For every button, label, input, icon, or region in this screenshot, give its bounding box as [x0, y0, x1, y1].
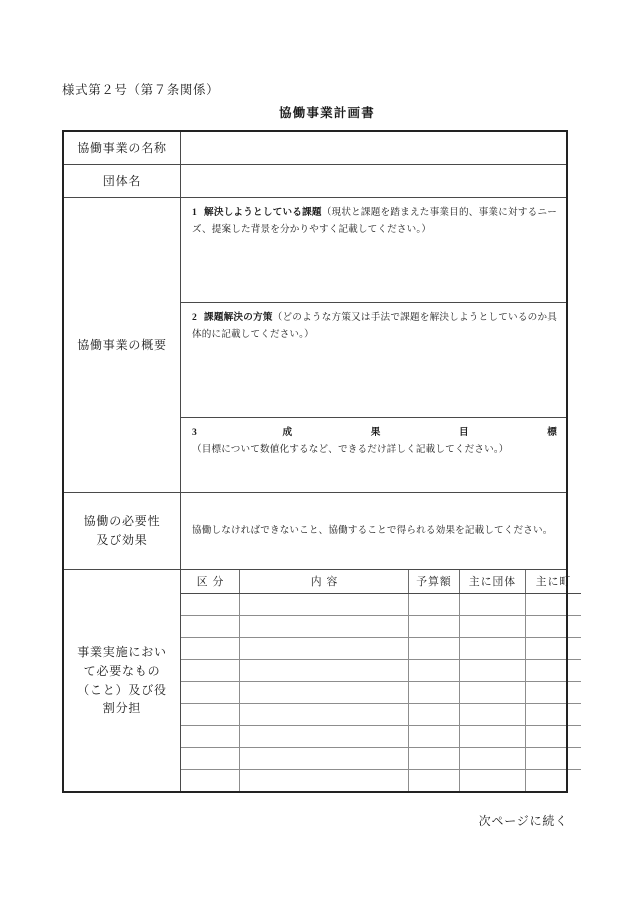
table-row-project-name [63, 131, 567, 165]
outline-section-2-heading: 課題解決の方策 [203, 312, 273, 323]
budget-cell-category[interactable] [181, 682, 240, 704]
budget-cell-content[interactable] [240, 748, 409, 770]
label-necessity-line2: 及び効果 [96, 533, 148, 547]
budget-header-amount: 予算額 [409, 570, 460, 594]
field-outline-goal[interactable] [181, 418, 566, 493]
outline-section-2 [181, 303, 566, 418]
budget-cell-organization[interactable] [460, 748, 526, 770]
table-row [181, 594, 581, 616]
budget-cell-town[interactable] [526, 748, 582, 770]
page-title: 協働事業計画書 [279, 106, 375, 120]
budget-cell-category[interactable] [181, 638, 240, 660]
budget-cell-organization[interactable] [460, 770, 526, 792]
necessity-instruction-text: 協働しなければできないこと、協働することで得られる効果を記載してください。 [192, 524, 553, 536]
table-row-organization [63, 165, 567, 198]
budget-cell-organization[interactable] [460, 704, 526, 726]
budget-cell-organization[interactable] [460, 616, 526, 638]
budget-cell-amount[interactable] [409, 704, 460, 726]
field-outline-issue[interactable] [181, 198, 566, 303]
budget-cell-amount[interactable] [409, 748, 460, 770]
budget-cell-category[interactable] [181, 748, 240, 770]
table-row [181, 682, 581, 704]
table-row [181, 770, 581, 792]
table-row-outline [63, 198, 567, 493]
outline-section-3-text [192, 425, 557, 459]
label-roles-line1: 事業実施におい [77, 645, 167, 660]
budget-cell-category[interactable] [181, 726, 240, 748]
outline-section-3-number: 3 [192, 427, 197, 438]
label-organization-name: 団体名 [63, 165, 181, 198]
budget-cell-category[interactable] [181, 594, 240, 616]
field-organization-name[interactable] [181, 165, 568, 198]
outline-sections-container [181, 198, 568, 493]
budget-cell-amount[interactable] [409, 770, 460, 792]
budget-cell-amount[interactable] [409, 726, 460, 748]
budget-cell-town[interactable] [526, 616, 582, 638]
budget-cell-content[interactable] [240, 770, 409, 792]
outline-section-1-note: （現状と課題を踏まえた事業目的、事業に対するニーズ、提案した背景を分かりやすく記載してください。） [192, 207, 557, 235]
budget-cell-amount[interactable] [409, 616, 460, 638]
budget-cell-town[interactable] [526, 638, 582, 660]
budget-cell-town[interactable] [526, 660, 582, 682]
budget-cell-category[interactable] [181, 660, 240, 682]
outline-section-2-number: 2 [192, 312, 197, 323]
budget-cell-organization[interactable] [460, 726, 526, 748]
field-project-name[interactable] [181, 131, 568, 165]
budget-cell-town[interactable] [526, 726, 582, 748]
table-row [181, 616, 581, 638]
label-project-outline: 協働事業の概要 [63, 198, 181, 493]
budget-cell-content[interactable] [240, 704, 409, 726]
label-necessity-line1: 協働の必要性 [83, 514, 161, 529]
budget-header-content: 内容 [240, 570, 409, 594]
budget-cell-organization[interactable] [460, 660, 526, 682]
label-project-name: 協働事業の名称 [63, 131, 181, 165]
table-row-necessity [63, 493, 567, 570]
label-roles-line4: 割分担 [102, 701, 142, 716]
budget-cell-content[interactable] [240, 594, 409, 616]
outline-section-1 [181, 198, 566, 303]
table-row [181, 748, 581, 770]
table-row [181, 726, 581, 748]
budget-cell-content[interactable] [240, 638, 409, 660]
table-row [181, 660, 581, 682]
outline-section-2-note: （どのような方策又は手法で課題を解決しようとしているのか具体的に記載してください。） [192, 312, 557, 340]
budget-cell-town[interactable] [526, 704, 582, 726]
budget-table [181, 570, 581, 791]
table-row [181, 704, 581, 726]
table-row [181, 638, 581, 660]
budget-cell-category[interactable] [181, 770, 240, 792]
budget-cell-content[interactable] [240, 682, 409, 704]
outline-section-3 [181, 418, 566, 493]
budget-header-town: 主に町 [526, 570, 582, 594]
plan-form-table [62, 130, 572, 793]
budget-cell-content[interactable] [240, 726, 409, 748]
budget-header-organization: 主に団体 [460, 570, 526, 594]
outline-section-1-text [192, 205, 557, 239]
budget-cell-town[interactable] [526, 682, 582, 704]
budget-cell-amount[interactable] [409, 638, 460, 660]
field-necessity-effect[interactable] [181, 493, 568, 570]
budget-cell-town[interactable] [526, 770, 582, 792]
budget-cell-content[interactable] [240, 616, 409, 638]
outline-section-3-note: （目標について数値化するなど、できるだけ詳しく記載してください。） [192, 443, 509, 455]
label-roles-line2: て必要なもの [83, 663, 161, 678]
budget-table-header-row [181, 570, 581, 594]
budget-cell-category[interactable] [181, 704, 240, 726]
label-roles-line3: （こと）及び役 [77, 682, 167, 697]
outline-sub-table [181, 198, 566, 492]
label-necessity-effect [63, 493, 181, 570]
budget-cell-organization[interactable] [460, 594, 526, 616]
budget-cell-organization[interactable] [460, 682, 526, 704]
budget-header-category: 区分 [181, 570, 240, 594]
budget-cell-town[interactable] [526, 594, 582, 616]
budget-cell-content[interactable] [240, 660, 409, 682]
budget-cell-organization[interactable] [460, 638, 526, 660]
footer-continuation-note: 次ページに続く [478, 814, 568, 828]
budget-cell-amount[interactable] [409, 660, 460, 682]
outline-section-3-heading: 成果目標 [203, 427, 557, 438]
table-row-roles [63, 570, 567, 793]
field-outline-solution[interactable] [181, 303, 566, 418]
outline-section-1-heading: 解決しようとしている課題 [203, 207, 322, 218]
budget-cell-amount[interactable] [409, 594, 460, 616]
outline-section-1-number: 1 [192, 207, 197, 218]
form-number: 様式第２号（第７条関係） [62, 83, 220, 97]
budget-table-container [181, 570, 572, 793]
budget-cell-category[interactable] [181, 616, 240, 638]
budget-cell-amount[interactable] [409, 682, 460, 704]
label-roles-allocation [63, 570, 181, 793]
outline-section-2-text [192, 310, 557, 344]
